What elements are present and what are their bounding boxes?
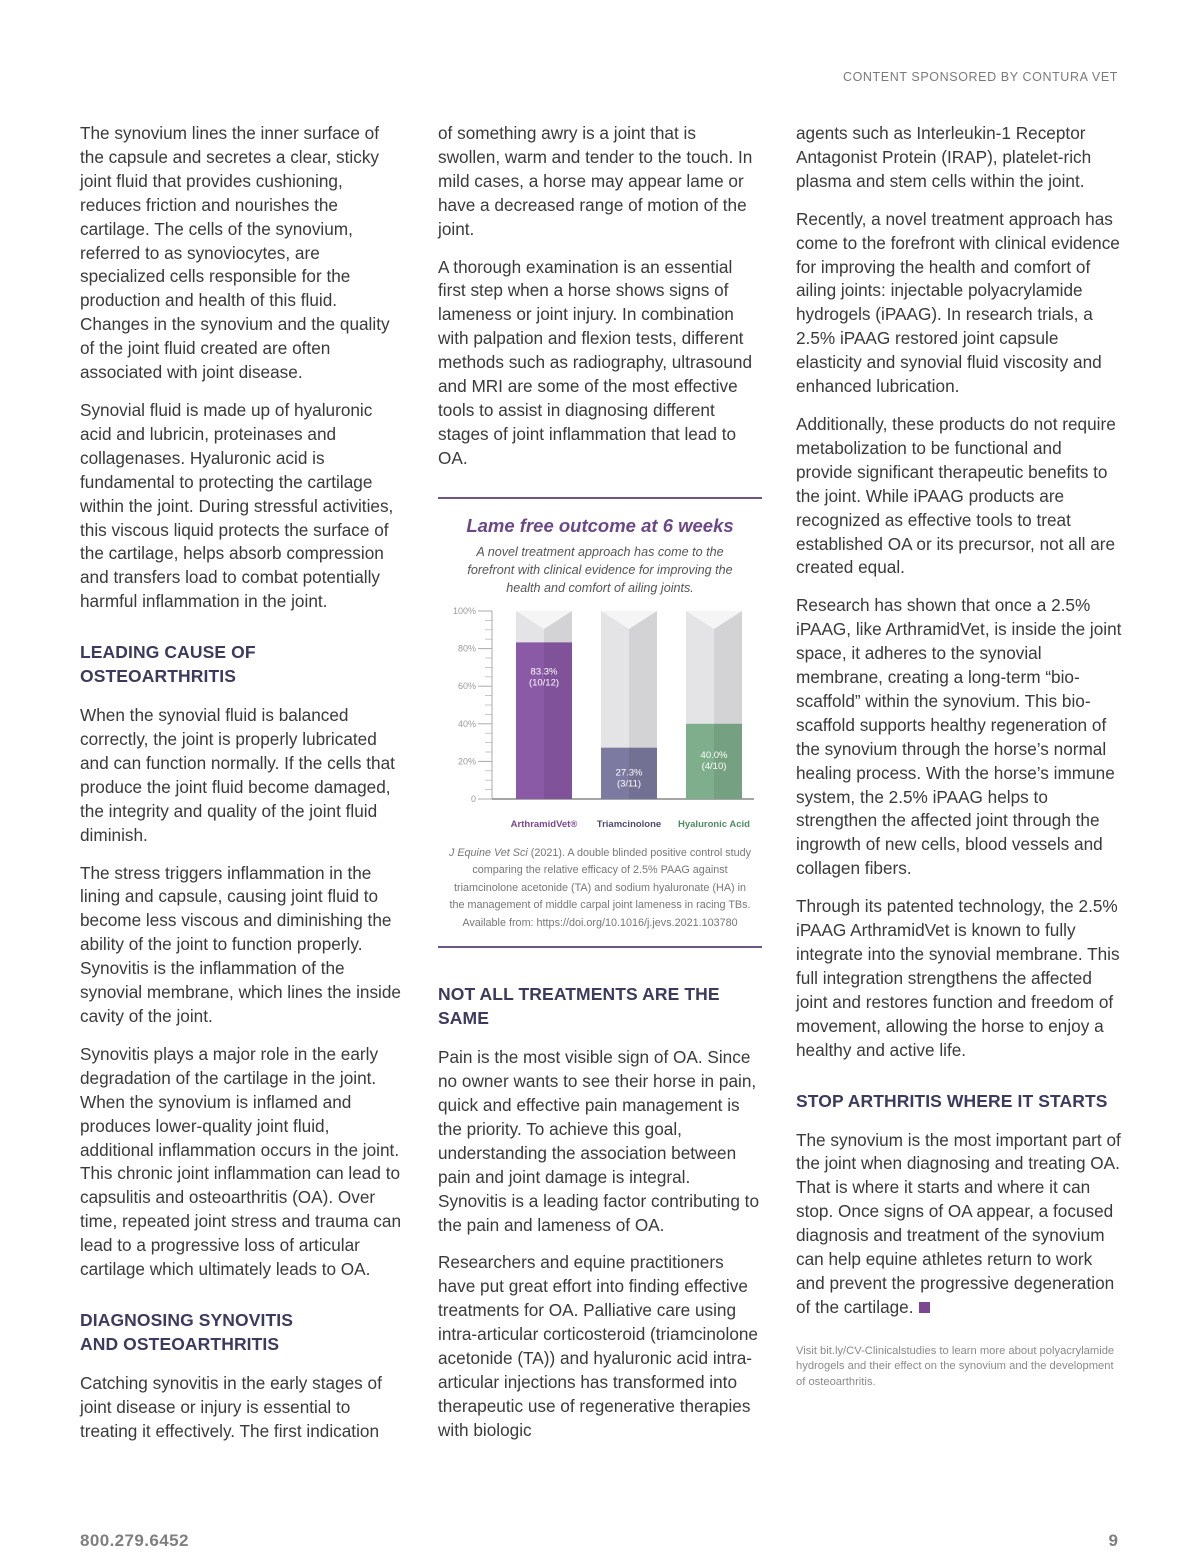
column-1 [80, 122, 406, 1458]
heading-line-1: DIAGNOSING SYNOVITIS [80, 1309, 293, 1330]
y-tick-label: 80% [457, 643, 476, 654]
chart-subtitle: A novel treatment approach has come to the forefront with clinical evidence for improving the health and comfort of ailing joints. [467, 544, 733, 595]
bar-value-label: 40.0% [700, 749, 728, 761]
paragraph: Through its patented technology, the 2.5% iPAAG ArthramidVet is known to fully integrate into the synovial membrane. This full integration strengthens the affected joint and restores function and freedom of movement, allowing the horse to enjoy a healthy and active life. [796, 896, 1120, 1060]
citation-journal: J Equine Vet Sci [448, 846, 528, 859]
category-label: ArthramidVet® [510, 818, 578, 830]
section-heading-treatments: NOT ALL TREATMENTS ARE THE SAME [438, 984, 720, 1029]
final-text: The synovium is the most important part of the joint when diagnosing and treating OA. That is where it starts and where it can stop. Once signs of OA appear, a focused diagnosis and treatment of the synovium can help equine athletes return to work and prevent the progressive degeneration of the cartilage. [796, 1129, 1121, 1317]
category-label: Triamcinolone [596, 818, 662, 830]
y-tick-label: 40% [457, 718, 476, 729]
section-heading-diagnosing [80, 1308, 406, 1356]
paragraph: A thorough examination is an essential first step when a horse shows signs of lameness or joint injury. In combination with palpation and flexion tests, different methods such as radiography, ultrasound and MRI are some of the most effective tools to assist in diagnosing different stages of joint inflammation that lead to OA. [438, 256, 753, 468]
bar-value-label: 27.3% [615, 767, 643, 779]
paragraph: agents such as Interleukin-1 Receptor Antagonist Protein (IRAP), platelet-rich plasma and stem cells within the joint. [796, 123, 1092, 191]
footnote: Visit bit.ly/CV-Clinicalstudies to learn more about polyacrylamide hydrogels and their effect on the synovium and the development of osteoarthritis. [796, 1344, 1115, 1388]
sponsor-banner: CONTENT SPONSORED BY CONTURA VET [842, 70, 1118, 84]
heading-line-2: AND OSTEOARTHRITIS [80, 1333, 280, 1354]
column-3 [796, 122, 1122, 1390]
paragraph: Synovitis plays a major role in the early degradation of the cartilage in the joint. When the synovium is inflamed and produces lower-quality joint fluid, additional inflammation occurs in the joint. This chronic joint inflammation can lead to capsulitis and osteoarthritis (OA). Over time, repeated joint stress and trauma can lead to a progressive loss of articular cartilage which ultimately leads to OA. [80, 1043, 401, 1280]
section-heading-stop-arthritis: STOP ARTHRITIS WHERE IT STARTS [796, 1090, 1108, 1111]
paragraph: Additionally, these products do not require metabolization to be functional and provide significant therapeutic benefits to the joint. While iPAAG products are recognized as effective tools to treat established OA or its precursor, not all are created equal. [796, 413, 1116, 578]
section-heading-leading-cause: LEADING CAUSE OF OSTEOARTHRITIS [80, 642, 256, 687]
bar-chart [440, 603, 760, 835]
paragraph: The stress triggers inflammation in the lining and capsule, causing joint fluid to become less viscous and diminishing the ability of the joint to function properly. Synovitis is the inflammation of the synovial membrane, which lines the inside cavity of the joint. [80, 862, 401, 1026]
column-2 [438, 122, 762, 1457]
y-tick-label: 100% [452, 605, 476, 616]
paragraph: When the synovial fluid is balanced correctly, the joint is properly lubricated and can function normally. If the cells that produce the joint fluid become damaged, the integrity and quality of the joint fluid diminish. [80, 705, 395, 845]
paragraph: Pain is the most visible sign of OA. Since no owner wants to see their horse in pain, quick and effective pain management is the priority. To achieve this goal, understanding the association between pain and joint damage is integral. Synovitis is a leading factor contributing to the pain and lameness of OA. [438, 1047, 760, 1235]
paragraph: The synovium lines the inner surface of the capsule and secretes a clear, sticky joint fluid that provides cushioning, reduces friction and nourishes the cartilage. The cells of the synovium, referred to as synoviocytes, are specialized cells responsible for the production and health of this fluid. Changes in the synovium and the quality of the joint fluid created are often associated with joint disease. [80, 123, 390, 383]
bar-value-label: (3/11) [616, 778, 642, 790]
paragraph-final [796, 1129, 1122, 1320]
bar-value-label: (10/12) [528, 677, 560, 689]
footer-phone: 800.279.6452 [80, 1531, 189, 1550]
y-tick-label: 0 [470, 793, 476, 804]
bar-value-label: 83.3% [530, 666, 558, 678]
paragraph: of something awry is a joint that is swollen, warm and tender to the touch. In mild cases, a horse may appear lame or have a decreased range of motion of the joint. [438, 123, 753, 239]
chart-sidebar [438, 497, 762, 949]
paragraph: Research has shown that once a 2.5% iPAAG, like ArthramidVet, is inside the joint space, it adheres to the synovial membrane, creating a long-term “bio-scaffold” within the synovium. This bio-scaffold supports healthy regeneration of the synovium through the horse’s normal healing process. With the horse’s immune system, the 2.5% iPAAG helps to strengthen the affected joint through the ingrowth of new cells, blood vessels and collagen fibers. [796, 595, 1122, 879]
page-number: 9 [1108, 1531, 1118, 1550]
y-tick-label: 60% [457, 680, 476, 691]
y-tick-label: 20% [457, 756, 476, 767]
category-label: Hyaluronic Acid [678, 818, 750, 830]
chart-citation [438, 845, 762, 933]
paragraph: Recently, a novel treatment approach has come to the forefront with clinical evidence for improving the health and comfort of ailing joints: injectable polyacrylamide hydrogels (iPAAG). In research trials, a 2.5% iPAAG restored joint capsule elasticity and synovial fluid viscosity and enhanced lubrication. [796, 208, 1120, 397]
paragraph: Researchers and equine practitioners have put great effort into finding effective treatments for OA. Palliative care using intra-articular corticosteroid (triamcinolone acetonide (TA)) and hyaluronic acid intra-articular injections has transformed into therapeutic use of regenerative therapies with biologic [438, 1252, 758, 1440]
paragraph: Synovial fluid is made up of hyaluronic acid and lubricin, proteinases and collagenases. Hyaluronic acid is fundamental to protecting the cartilage within the joint. During stressful activities, this viscous liquid protects the surface of the cartilage, helps absorb compression and transfers load to combat potentially harmful inflammation in the joint. [80, 399, 394, 612]
end-mark-square [919, 1302, 930, 1313]
chart-title: Lame free outcome at 6 weeks [466, 514, 734, 536]
citation-text: (2021). A double blinded positive control study comparing the relative efficacy of 2.5% PAAG against triamcinolone acetonide (TA) and sodium hyaluronate (HA) in the management of middle carpal joint lameness in racing TBs. Available from: https://doi.org/10.1016/j.jevs.2021.103780 [449, 846, 752, 929]
bar-value-label: (4/10) [701, 760, 727, 772]
paragraph: Catching synovitis in the early stages of joint disease or injury is essential to treating it effectively. The first indication [80, 1372, 382, 1441]
